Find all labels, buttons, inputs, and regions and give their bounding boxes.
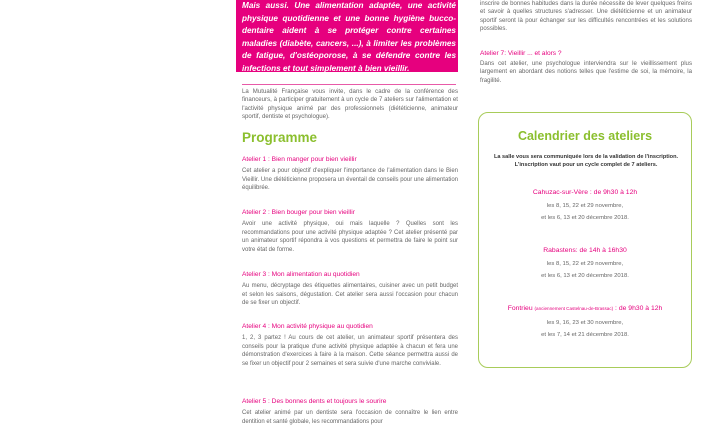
- invitation-text: La Mutualité Française vous invite, dans le cadre de la conférence des financeurs, à participer gratuitement à un cycle de 7 ateliers sur l'alimentation et l'activité physique animé par des professionnels (diététicienne, animateur sportif, dentiste et psychologue).: [242, 88, 458, 121]
- atelier-7-title: Atelier 7: Vieillir ... et alors ?: [480, 50, 562, 57]
- atelier-1-title: Atelier 1 : Bien manger pour bien vieillir: [242, 156, 357, 163]
- atelier-2-title: Atelier 2 : Bien bouger pour bien vieillir: [242, 209, 355, 216]
- calendar-box: [478, 112, 692, 368]
- dates-cahuzac: [479, 201, 691, 224]
- dates-line: et les 6, 13 et 20 décembre 2018.: [541, 214, 629, 221]
- atelier-3-desc: Au menu, décryptage des étiquettes alimentaires, cuisiner avec un petit budget et selon les saisons, dégustation. Cet atelier sera aussi l'occasion pour chacun de se fixer un objectif.: [242, 283, 458, 307]
- dates-line: les 9, 16, 23 et 30 novembre,: [546, 320, 624, 326]
- dates-line: les 8, 15, 22 et 29 novembre,: [546, 203, 624, 209]
- location-fontrieu: [479, 305, 691, 312]
- location-note: (anciennement Castelnau-de-Brassac): [534, 306, 614, 311]
- location-name: Rabastens: de 14h à 16h30: [543, 247, 627, 254]
- dates-rabastens: [479, 259, 691, 282]
- atelier-1-desc: Cet atelier a pour objectif d'expliquer l'importance de l'alimentation dans le Bien Vieillir. Une diététicienne proposera un éventail de conseils pour une alimentation équilibrée.: [242, 168, 458, 192]
- programme-heading: Programme: [242, 130, 318, 145]
- atelier-6-desc-continued: inscrire de bonnes habitudes dans la durée nécessite de lever quelques freins et savoir à quelles structures s'adresser. Une diététicienne et un animateur sportif seront là pour échanger sur les difficultés rencontrées et les solutions possibles.: [480, 0, 692, 33]
- dates-line: et les 7, 14 et 21 décembre 2018.: [541, 331, 629, 338]
- dates-line: les 8, 15, 22 et 29 novembre,: [546, 261, 624, 267]
- dates-line: et les 6, 13 et 20 décembre 2018.: [541, 272, 629, 279]
- atelier-4-title: Atelier 4 : Mon activité physique au quotidien: [242, 323, 373, 330]
- intro-highlight-text: Mais aussi. Une alimentation adaptée, une activité physique quotidienne et une bonne hygiène bucco-dentaire aident à se protéger contre certaines maladies (diabète, cancers, ...), à limiter les problèmes de fatigue, d'ostéoporose, à se défendre contre les infections et tout simplement à bien vieillir.: [242, 1, 456, 73]
- atelier-7-desc: Dans cet atelier, une psychologue interviendra sur le vieillissement plus largement en abordant des notions telles que l'estime de soi, la mémoire, la fragilité.: [480, 60, 692, 84]
- atelier-5-desc: Cet atelier animé par un dentiste sera l'occasion de connaître le lien entre dentition et santé globale, les recommandations pour: [242, 410, 458, 425]
- location-name: Fontrieu: [507, 305, 533, 312]
- location-rabastens: [479, 247, 691, 254]
- atelier-4-desc: 1, 2, 3 partez ! Au cours de cet atelier, un animateur sportif présentera des conseils pour la pratique d'une activité physique adaptée à chacun et fera une démonstration d'exercices à faire à la maison. Cette séance permettra aussi de se fixer un objectif pour 2 semaines et sera suivie d'une marche conviviale.: [242, 335, 458, 367]
- atelier-2-desc: Avoir une activité physique, oui mais laquelle ? Quelles sont les recommandations pour une activité physique adaptée ? Cet atelier présenté par un animateur sportif répondra à vos questions et permettra de faire le point sur votre état de forme.: [242, 221, 458, 253]
- location-time: : de 9h30 à 12h: [613, 305, 663, 312]
- divider: [242, 84, 456, 85]
- atelier-5-title: Atelier 5 : Des bonnes dents et toujours le sourire: [242, 398, 387, 405]
- location-cahuzac: [479, 189, 691, 196]
- intro-highlight-box: [236, 0, 458, 72]
- dates-fontrieu: [479, 318, 691, 341]
- calendar-title: Calendrier des ateliers: [517, 129, 653, 143]
- calendar-intro: La salle vous sera communiquée lors de la validation de l'inscription. L'inscription vaut pour un cycle complet de 7 ateliers.: [493, 154, 679, 168]
- location-name: Cahuzac-sur-Vère : de 9h30 à 12h: [532, 189, 638, 196]
- atelier-3-title: Atelier 3 : Mon alimentation au quotidien: [242, 271, 360, 278]
